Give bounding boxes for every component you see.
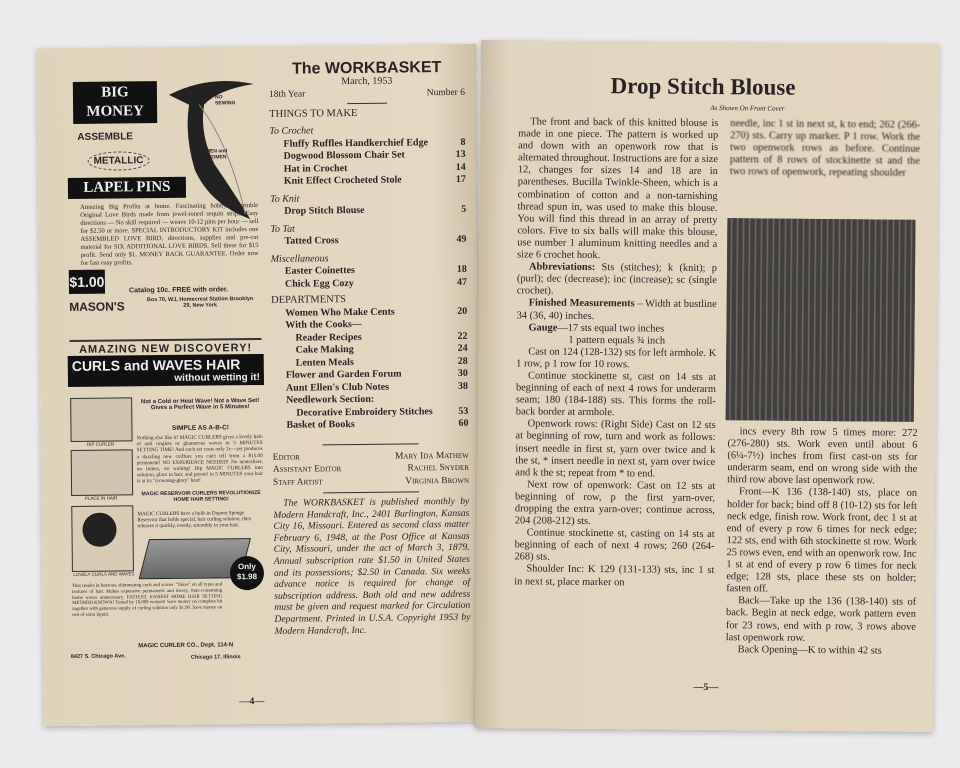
caption-dip: DIP CURLER [86,441,115,447]
curlers-body-1: Nothing else like it! MAGIC CURLERS gives a lovely halo of soft ringlets or glamorous waves in 5 MINUTES SETTING TIME! And each set costs only 2c—yet produces a dazzling new coiffure you can't tell from a $15.00 permanent! NO EXPERIENCE NEEDED! No neutralizer, no fumes, no waiting! Dip MAGIC CURLERS into solution, place in hair, and presto! in 5 MINUTES your hair is at its "crowning-glory" best! [136,433,263,485]
instruction-paragraph: Openwork rows: (Right Side) Cast on 12 sts at beginning of row, turn and work as follows: insert needle in first st, yarn over twice and k the st, * insert needle in next st, yarn over twice and k the st; repeat from * to end. [515,418,716,480]
staff-name: Rachel Snyder [407,462,469,474]
toc-entry-title: Needlework Section: [286,393,375,406]
toc-section-heading: DEPARTMENTS [271,294,346,306]
toc-entry [270,204,466,219]
toc-entry-title: Aunt Ellen's Club Notes [285,381,390,394]
curlers-title: CURLS and WAVES HAIR [71,356,241,374]
article-column-2-top: needle, inc 1 st in next st, k to end; 262 (266-270) sts. Carry up marker. P 1 row. Work the two openwork rows as before. Continue pattern of 8 rows of stockinette st and the two rows of openwork, repeating shoulder [729,118,921,180]
issue-number: Number 6 [426,87,466,99]
knit-stitch-photo [726,218,916,422]
right-page [475,40,939,732]
toc-entry-title: Lenten Meals [295,356,354,369]
toc-entry-title: Women Who Make Cents [285,306,395,319]
toc-entry-page: 60 [458,417,469,429]
pins-ad-body: Amazing Big Profits at home. Fascinating hobby. Assemble Original Love Birds made from jewel-toned sequin strips. Easy directions — No skill required — weave 10-12 pins per hour — sell for $2.50 or more. SPECIAL INTRODUCTORY KIT includes one ASSEMBLED LOVE BIRD, directions, supplies and pre-cut material for SIX ADDITIONAL LOVE BIRDS. Sell these for $15 profit. Send only $1. MONEY BACK GUARANTEE. Order now for fast easy profits. [80,202,259,267]
toc-entry-page: 49 [456,233,467,245]
toc-entry-page: 30 [457,367,468,379]
issue-year: 18th Year [268,89,306,100]
catalog-label: Catalog 10c. FREE with order. [128,286,229,295]
toc-entry-title: Drop Stitch Blouse [284,204,365,217]
abbreviations-label: Abbreviations: [528,261,596,274]
article-column-2-bottom [726,426,918,657]
caption-curls: LOVELY CURLS AND WAVES [73,571,135,577]
toc-entry-page: 47 [456,276,467,288]
staff-role: Staff Artist [272,476,323,488]
toc-entry-title: Easter Coinettes [284,265,355,277]
curlers-headline: AMAZING NEW DISCOVERY! [78,342,253,356]
masons-address: Box 70, WJ, Homecrest Station Brooklyn 29, New York [146,296,254,309]
toc-entry-title: Fluffy Ruffles Handkerchief Edge [283,136,429,150]
table-of-contents [268,59,471,637]
toc-entry [270,234,466,249]
measurements-label: Finished Measurements [528,297,635,310]
toc-entry-title: Dogwood Blossom Chair Set [283,149,405,162]
toc-entry-page: 38 [457,380,469,392]
toc-category: Miscellaneous [270,252,329,265]
toc-entry-page: 18 [456,263,467,275]
place-in-hair-image [71,449,133,496]
toc-entry-page: 8 [460,136,466,148]
curlers-body-2: MAGIC CURLERS have a built-in Dupont Sponge Reservoir that holds special, hair curling solution, then releases it quickly, evenly, smoothly in your hair. [137,510,252,530]
toc-category: To Crochet [269,125,314,137]
toc-list [269,106,468,432]
instruction-paragraph: Cast on 124 (128-132) sts for left armhole. K 1 row, p 1 row for 10 rows. [516,346,717,371]
toc-entry-page: 22 [457,330,468,342]
abbreviations-text: Sts (stitches); k (knit); p (purl); dec (decrease); inc (increase); sc (single crochet). [516,262,718,297]
curlers-body-3: That results in lustrous, shimmering curls and waves. "Takes" on all types and textures of hair. Makes expensive permanents and messy, time-consuming home waves unnecessary. FASTEST, EASIEST HOME HAIR SETTING METHOD KNOWN! Tested by 10,000 women! Save money on complete kit together with generous supply of curling solution only $1.98. Save money on rest of extra liquid. [72,582,223,618]
simple-label: SIMPLE AS A-B-C! [171,424,229,432]
toc-entry-title: Tatted Cross [284,235,339,247]
toc-entry [271,276,467,291]
toc-entry-page: 17 [455,173,466,185]
toc-entry-title: Basket of Books [286,419,355,431]
caption-place: PLACE IN HAIR [84,495,118,501]
toc-entry-page: 20 [457,305,468,317]
article-title: Drop Stitch Blouse [610,73,796,100]
article-subtitle: As Shown On Front Cover [710,104,785,113]
toc-entry-title: Hat in Crochet [283,162,348,175]
instruction-paragraph: Back Opening—K to within 42 sts [737,643,882,657]
toc-category: To Tat [270,223,296,235]
staff-list [273,449,469,489]
toc-section-heading: THINGS TO MAKE [269,107,358,120]
gauge-pattern: 1 pattern equals ¾ inch [568,334,666,347]
staff-name: Virginia Brown [405,475,470,486]
instruction-paragraph: Continue stockinette st, casting on 14 sts at beginning of each of next 4 rows; 260 (264-268) sts. [514,527,715,564]
toc-entry-title: Decorative Embroidery Stitches [296,405,433,419]
toc-entry-page: 13 [455,148,466,160]
big-money-label: BIG MONEY [73,81,157,124]
measurements-text: – Width at bustline 34 (36, 40) inches. [516,298,717,322]
curlers-tagline: Not a Cold or Heat Wave! Not a Wave Set! Gives a Perfect Wave in 5 Minutes! [141,398,260,412]
lapel-pins-ad [67,72,260,339]
lapel-pins-label: LAPEL PINS [68,177,186,199]
instruction-paragraph: Continue stockinette st, cast on 14 sts at beginning of each of next 4 rows for underarm seam; 180 (184-188) sts. This forms the roll-back border at armhole. [515,370,717,419]
intro-paragraph: The front and back of this knitted blouse is made in one piece. The pattern is worked up and down with an openwork row that is alternated throughout. Instructions are for a size 12, changes for sizes 14 and 18 are in parentheses. Bucilla Twinkle-Sheen, which is a combination of cotton and a non-tarnishing thread spun in, was used to make this blouse. You will find this thread in an array of pretty colors. Five to six balls will make this blouse, use number 1 aluminum knitting needles and a size 6 crochet hook. [517,116,719,262]
toc-entry-title: Flower and Garden Forum [285,368,402,381]
gauge-label: Gauge [528,322,558,334]
curler-street: 8427 S. Chicago Ave. [70,653,126,660]
toc-entry-page: 28 [457,355,468,367]
toc-entry-page: 14 [455,161,466,173]
toc-entry-page: 24 [457,342,468,354]
instruction-paragraph: incs every 8th row 5 times more: 272 (276-280) sts. Work even until about 6 (6¼-7½) inches from first cast-on sts for underarm seam, end on wrong side with the third row above last openwork row. [727,426,918,487]
men-women-label: MEN and WOMEN [205,148,228,161]
staff-row [273,474,469,489]
masons-brand: MASON'S [69,299,125,314]
instruction-paragraph: Next row of openwork: Cast on 12 sts at beginning of row, p the first yarn-over, dropping the extra yarn-over; continue across, 204 (208-212) sts. [514,479,716,528]
toc-entry-page: 5 [461,203,467,215]
gauge-text: —17 sts equal two inches [557,322,665,335]
toc-entry [270,174,466,189]
toc-entry-title: Cake Making [295,344,354,356]
dip-curler-image [70,397,132,442]
instruction-paragraph: Front—K 136 (138-140) sts, place on holder for back; bind off 8 (10-12) sts for left neck edge, finish row. Work front, dec 1 st at end of every p row 6 times for neck edge; 122 sts, end with 6th stockinette st row. Work 25 rows even, end with an openwork row. Inc 1 st at end of every p row 6 times for neck edge; 128 sts, place these sts on holder; fasten off. [726,486,918,595]
magic-curlers-ad [68,342,268,714]
toc-entry-title: Reader Recipes [295,331,362,344]
staff-role: Editor [272,452,300,463]
page-number-right: —5— [693,681,719,694]
toc-category: To Knit [269,193,300,205]
curler-city: Chicago 17, Illinois [190,654,241,661]
instruction-paragraph: Back—Take up the 136 (138-140) sts of back. Begin at neck edge, work pattern even for 23 rows, end with p row, 3 rows above last openwork row. [725,595,917,644]
staff-name: Mary Ida Mathew [394,450,469,462]
magazine-title: The WORKBASKET [291,59,442,78]
toc-entry-page: 53 [458,405,469,417]
toc-entry-title: With the Cooks— [285,318,362,331]
assemble-label: ASSEMBLE [77,131,134,143]
issue-date: March, 1953 [341,75,393,87]
page-number-left: —4— [239,695,265,708]
reservoir-label: MAGIC RESERVOIR CURLERS REVOLUTIONIZE HOME HAIR SETTING! [141,489,261,503]
lovely-curls-image [71,505,134,572]
curlers-subtitle: without wetting it! [174,372,260,384]
curler-company: MAGIC CURLER CO., Dept. 114-N [138,642,234,650]
instruction-paragraph: Shoulder Inc: K 129 (131-133) sts, inc 1 st in next st, place marker on [514,563,715,588]
article-column-1 [514,116,718,589]
curlers-price: Only $1.98 [230,556,264,590]
no-sewing-label: NO SEWING [214,94,236,107]
toc-entry-title: Chick Egg Cozy [284,277,354,290]
left-page [36,44,483,727]
pins-price: $1.00 [69,270,105,294]
staff-role: Assistant Editor [272,464,342,475]
toc-entry [272,418,468,433]
toc-entry-title: Knit Effect Crocheted Stole [283,174,402,187]
publication-note: The WORKBASKET is published monthly by Modern Handcraft, Inc., 2401 Burlington, Kansas City 16, Missouri. Entered as second class matter February 6, 1948, at the Post Office at Kansas City, Missouri, under the act of March 3, 1879. Annual subscription rate $1.50 in United States and its possessions; $2.50 in Canada. Six weeks advance notice is required for change of subscription address. Both old and new address must be given and request marked for Circulation Department. Printed in U.S.A. Copyright 1953 by Modern Handcraft, Inc. [273,495,471,637]
metallic-label: METALLIC [88,151,150,171]
